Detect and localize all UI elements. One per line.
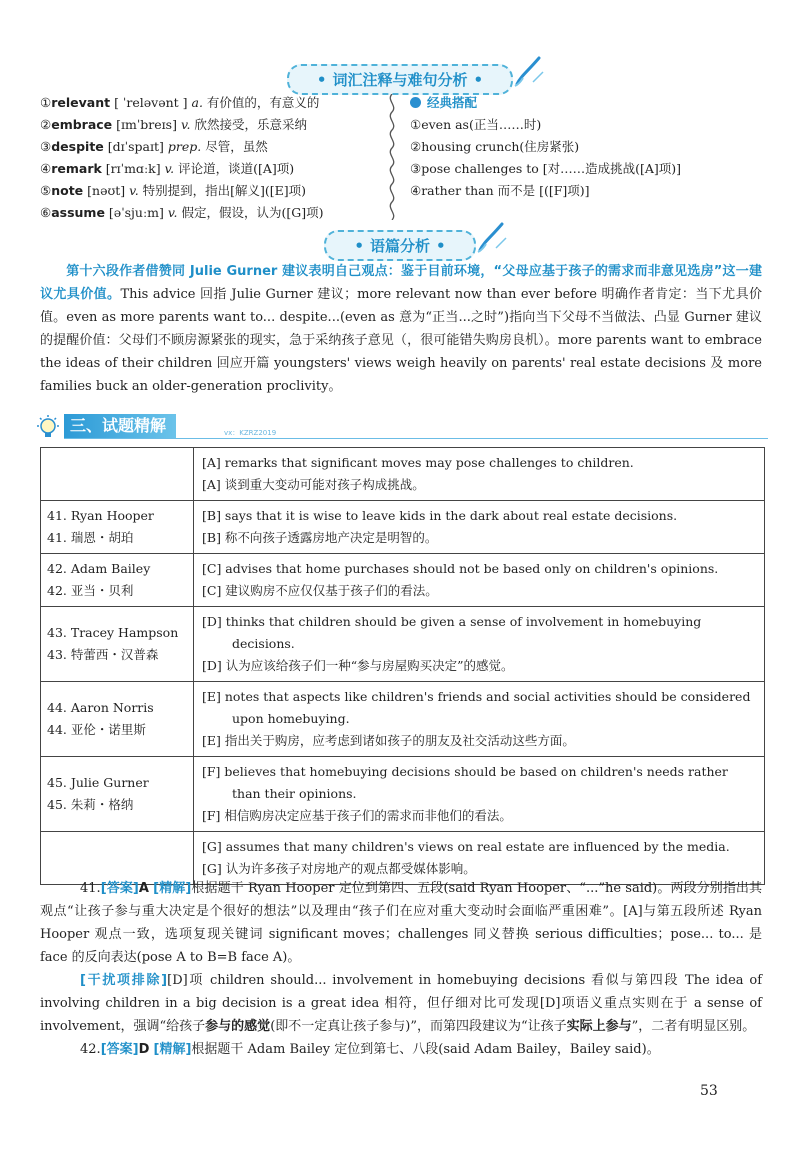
- passage-title-pill: [324, 230, 475, 261]
- chain-divider-icon: [385, 94, 399, 220]
- table-row: [41, 501, 765, 554]
- dot-icon: •: [436, 237, 446, 255]
- option-cell: [A] remarks that significant moves may pose challenges to children. [A] 谈到重大变动可能对孩子构成挑战。: [194, 448, 765, 501]
- phrase-item: ④rather than 而不是 [([F]项)]: [410, 183, 590, 198]
- phrases-heading: 经典搭配: [410, 92, 770, 114]
- phrase-item: ①even as(正当……时): [410, 117, 542, 132]
- watermark-text: vx：KZRZ2019: [224, 429, 277, 437]
- table-row: [41, 682, 765, 757]
- vocab-item: ②embrace [ɪmˈbreɪs] v. 欣然接受，乐意采纳: [40, 117, 308, 132]
- vocab-item: ⑤note [nəʊt] v. 特别提到，指出[解义]([E]项): [40, 183, 307, 198]
- dot-icon: •: [473, 71, 484, 89]
- vocab-item: ①relevant [ ˈreləvənt ] a. 有价值的，有意义的: [40, 95, 320, 110]
- section-header: [34, 414, 768, 440]
- section-title: 三、试题精解: [64, 414, 176, 438]
- phrase-item: ③pose challenges to [对……造成挑战([A]项)]: [410, 161, 682, 176]
- vocab-title: 词汇注释与难句分析: [332, 71, 468, 89]
- answer-41: 41.[答案]A [精解]根据题干 Ryan Hooper 定位到第四、五段(said Ryan Hooper、“...”he said)。两段分别指出其观点“让孩子参与重大决定是个很好的想法”以及理由“孩子们在应对重大变动时会面临严重困难”。[A]与第五段所述 Ryan Hooper 观点一致，选项复现关键词 significant moves；challenges 同义替换 serious difficulties；pose... to... 是 face 的反向表达(pose A to B=B face A)。: [40, 881, 762, 965]
- table-row: [41, 554, 765, 607]
- analysis-paragraph: [40, 260, 762, 398]
- analysis-highlight: 第十六段作者借赞同 Julie Gurner 建议表明自己观点：鉴于目前环境，“父母应基于孩子的需求而非意见选房”这一建议尤具价值。: [40, 264, 762, 302]
- table-row: [41, 757, 765, 832]
- option-cell: [C] advises that home purchases should not be based only on children's opinions. [C] 建议购房不应仅仅基于孩子们的看法。: [194, 554, 765, 607]
- name-cell: 43. Tracey Hampson 43. 特蕾西・汉普森: [41, 607, 194, 682]
- name-cell: 44. Aaron Norris 44. 亚伦・诺里斯: [41, 682, 194, 757]
- vocab-list: [40, 92, 385, 224]
- page-number: 53: [700, 1083, 718, 1099]
- answer-41-distractor: [干扰项排除][D]项 children should... involvement in homebuying decisions 看似与第四段 The idea of involving children in a big decision is a great idea 相符，但仔细对比可发现[D]项语义重点实则在于 a sense of involvement，强调“给孩子参与的感觉(即不一定真让孩子参与)”，而第四段建议为“让孩子实际上参与”，二者有明显区别。: [40, 973, 763, 1034]
- option-cell: [G] assumes that many children's views on real estate are influenced by the media. [G] 认为许多孩子对房地产的观点都受媒体影响。: [194, 832, 765, 885]
- answers-section: [40, 877, 762, 1061]
- answer-42: 42.[答案]D [精解]根据题干 Adam Bailey 定位到第七、八段(said Adam Bailey，Bailey said)。: [80, 1042, 660, 1057]
- analysis-text: This advice 回指 Julie Gurner 建议；more relevant now than ever before 明确作者肯定：当下尤具价值。even as more parents want to... despite...(even as 意为“正当...之时”)指向当下父母不当做法、凸显 Gurner 建议的提醒价值：父母们不顾房源紧张的现实，急于采纳孩子意见（，很可能错失购房良机）。more parents want to embrace the ideas of their children 回应开篇 youngsters' views weigh heavily on parents' real estate decisions 及 more families buck an older-generation proclivity。: [40, 287, 762, 394]
- vocab-item: ③despite [dɪˈspaɪt] prep. 尽管，虽然: [40, 139, 268, 154]
- option-cell: [B] says that it is wise to leave kids in the dark about real estate decisions. [B] 称不向孩子透露房地产决定是明智的。: [194, 501, 765, 554]
- table-row: [41, 607, 765, 682]
- name-cell: 42. Adam Bailey 42. 亚当・贝利: [41, 554, 194, 607]
- passage-section-header: [0, 230, 800, 261]
- phrases-list: [410, 92, 770, 202]
- passage-title: 语篇分析: [369, 237, 430, 255]
- dot-icon: •: [316, 71, 327, 89]
- lightbulb-icon: [34, 414, 62, 442]
- brush-icon: [513, 54, 545, 88]
- option-cell: [F] believes that homebuying decisions should be based on children's needs rather than their opinions. [F] 相信购房决定应基于孩子们的需求而非他们的看法。: [194, 757, 765, 832]
- vocab-item: ⑥assume [əˈsjuːm] v. 假定，假设，认为([G]项): [40, 205, 324, 220]
- phrase-item: ②housing crunch(住房紧张): [410, 139, 580, 154]
- dot-icon: •: [354, 237, 364, 255]
- name-cell: 41. Ryan Hooper 41. 瑞恩・胡珀: [41, 501, 194, 554]
- vocab-item: ④remark [rɪˈmɑːk] v. 评论道，谈道([A]项): [40, 161, 295, 176]
- name-cell: [41, 448, 194, 501]
- bullet-icon: [410, 97, 421, 108]
- matching-table: [40, 447, 765, 885]
- vocab-section-header: [0, 64, 800, 95]
- section-rule: [64, 438, 768, 439]
- brush-icon: [476, 220, 508, 254]
- vocab-title-pill: [287, 64, 513, 95]
- table-row: [41, 448, 765, 501]
- option-cell: [D] thinks that children should be given a sense of involvement in homebuying decisions. [D] 认为应该给孩子们一种“参与房屋购买决定”的感觉。: [194, 607, 765, 682]
- option-cell: [E] notes that aspects like children's friends and social activities should be considered upon homebuying. [E] 指出关于购房，应考虑到诸如孩子的朋友及社交活动这些方面。: [194, 682, 765, 757]
- name-cell: 45. Julie Gurner 45. 朱莉・格纳: [41, 757, 194, 832]
